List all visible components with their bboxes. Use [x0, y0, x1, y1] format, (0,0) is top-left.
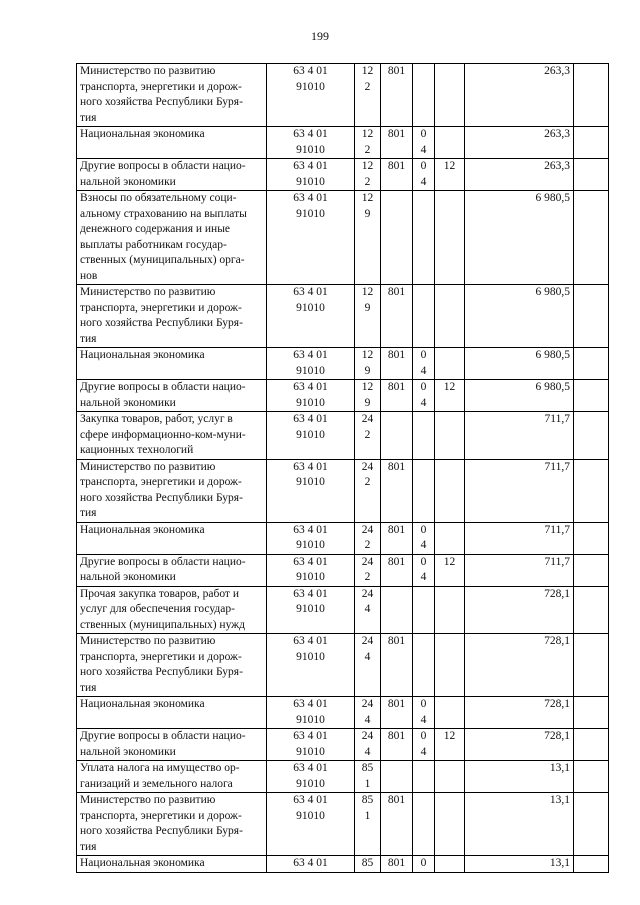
admin-code-cell [381, 412, 413, 460]
empty-cell [574, 761, 609, 793]
empty-cell [574, 856, 609, 873]
target-code-cell-text: 63 4 01 91010 [293, 523, 328, 551]
row-name-cell [77, 380, 267, 412]
admin-code-cell [381, 159, 413, 191]
subsection-code-cell [435, 554, 465, 586]
table-row [77, 127, 609, 159]
expense-type-cell [355, 856, 381, 873]
amount-cell-text: 728,1 [544, 635, 570, 647]
section-code-cell [413, 522, 435, 554]
row-name-cell-text: Другие вопросы в области нацио- нальной экономики [80, 381, 246, 409]
admin-code-cell [381, 634, 413, 697]
amount-cell-text: 263,3 [544, 128, 570, 140]
target-code-cell-text: 63 4 01 91010 [293, 794, 328, 822]
table-row [77, 159, 609, 191]
expense-type-cell [355, 380, 381, 412]
table-row [77, 64, 609, 127]
target-code-cell [267, 64, 355, 127]
admin-code-cell [381, 522, 413, 554]
subsection-code-cell [435, 697, 465, 729]
empty-cell [574, 64, 609, 127]
section-code-cell [413, 285, 435, 348]
section-code-cell-text: 0 4 [420, 523, 427, 551]
subsection-code-cell-text: 12 [443, 730, 456, 742]
amount-cell-text: 6 980,5 [535, 192, 570, 204]
target-code-cell-text: 63 4 01 91010 [293, 460, 328, 488]
section-code-cell [413, 634, 435, 697]
row-name-cell [77, 459, 267, 522]
amount-cell-text: 711,7 [544, 413, 570, 425]
expense-type-cell-text: 24 2 [361, 413, 374, 441]
admin-code-cell-text: 801 [387, 65, 406, 77]
row-name-cell [77, 697, 267, 729]
section-code-cell [413, 64, 435, 127]
amount-cell [465, 761, 574, 793]
table-row [77, 793, 609, 856]
amount-cell-text: 711,7 [544, 460, 570, 473]
amount-cell-text: 6 980,5 [535, 286, 570, 298]
expense-type-cell-text: 24 2 [361, 460, 374, 488]
admin-code-cell-text: 801 [387, 381, 406, 393]
section-code-cell-text: 0 4 [420, 381, 427, 409]
amount-cell [465, 285, 574, 348]
section-code-cell-text: 0 4 [420, 698, 427, 726]
amount-cell [465, 64, 574, 127]
row-name-cell-text: Прочая закупка товаров, работ и услуг для обеспечения государ- ственных (муниципальных) нужд [80, 587, 245, 631]
admin-code-cell-text: 801 [387, 730, 406, 742]
empty-cell [574, 793, 609, 856]
table-row [77, 412, 609, 460]
target-code-cell-text: 63 4 01 91010 [293, 413, 328, 441]
target-code-cell [267, 522, 355, 554]
row-name-cell-text: Министерство по развитию транспорта, энергетики и дорож- ного хозяйства Республики Буря- тия [80, 635, 243, 694]
row-name-cell-text: Взносы по обязательному соци- альному страхованию на выплаты денежного содержания и иные выплаты работникам государ- ственных (муниципальных) орга- нов [80, 192, 247, 282]
row-name-cell-text: Министерство по развитию транспорта, энергетики и дорож- ного хозяйства Республики Буря- тия [80, 794, 243, 853]
target-code-cell-text: 63 4 01 91010 [293, 381, 328, 409]
subsection-code-cell [435, 159, 465, 191]
amount-cell-text: 13,1 [549, 857, 570, 869]
amount-cell [465, 348, 574, 380]
section-code-cell [413, 856, 435, 873]
expense-type-cell [355, 285, 381, 348]
target-code-cell [267, 380, 355, 412]
row-name-cell [77, 159, 267, 191]
subsection-code-cell [435, 191, 465, 285]
subsection-code-cell [435, 459, 465, 522]
admin-code-cell [381, 554, 413, 586]
expense-type-cell-text: 24 4 [361, 587, 374, 615]
row-name-cell [77, 127, 267, 159]
amount-cell [465, 856, 574, 873]
section-code-cell-text: 0 4 [420, 555, 427, 583]
budget-table [76, 63, 609, 873]
subsection-code-cell-text: 12 [443, 381, 456, 393]
empty-cell [574, 729, 609, 761]
expense-type-cell [355, 459, 381, 522]
expense-type-cell [355, 793, 381, 856]
section-code-cell [413, 380, 435, 412]
amount-cell [465, 127, 574, 159]
section-code-cell-text: 0 [420, 857, 427, 869]
table-row [77, 522, 609, 554]
target-code-cell [267, 697, 355, 729]
row-name-cell [77, 554, 267, 586]
row-name-cell [77, 729, 267, 761]
table-row [77, 729, 609, 761]
target-code-cell-text: 63 4 01 91010 [293, 635, 328, 663]
subsection-code-cell [435, 856, 465, 873]
expense-type-cell-text: 85 1 [361, 762, 374, 790]
expense-type-cell [355, 522, 381, 554]
row-name-cell-text: Министерство по развитию транспорта, энергетики и дорож- ного хозяйства Республики Буря- тия [80, 286, 243, 345]
target-code-cell-text: 63 4 01 91010 [293, 65, 328, 93]
subsection-code-cell [435, 412, 465, 460]
expense-type-cell [355, 697, 381, 729]
expense-type-cell-text: 24 4 [361, 730, 374, 758]
amount-cell [465, 554, 574, 586]
target-code-cell [267, 634, 355, 697]
amount-cell-text: 711,7 [544, 555, 570, 568]
row-name-cell-text: Национальная экономика [80, 349, 205, 361]
expense-type-cell [355, 634, 381, 697]
expense-type-cell-text: 24 4 [361, 635, 374, 663]
empty-cell [574, 554, 609, 586]
subsection-code-cell [435, 586, 465, 634]
amount-cell [465, 380, 574, 412]
empty-cell [574, 522, 609, 554]
empty-cell [574, 348, 609, 380]
target-code-cell-text: 63 4 01 [293, 857, 328, 869]
table-row [77, 285, 609, 348]
subsection-code-cell [435, 761, 465, 793]
target-code-cell [267, 285, 355, 348]
table-row [77, 380, 609, 412]
amount-cell [465, 522, 574, 554]
row-name-cell-text: Министерство по развитию транспорта, энергетики и дорож- ного хозяйства Республики Буря- тия [80, 460, 243, 519]
section-code-cell-text: 0 4 [420, 730, 427, 758]
row-name-cell-text: Министерство по развитию транспорта, энергетики и дорож- ного хозяйства Республики Буря- тия [80, 65, 243, 124]
empty-cell [574, 159, 609, 191]
expense-type-cell-text: 12 9 [361, 381, 374, 409]
admin-code-cell-text: 801 [387, 160, 406, 172]
row-name-cell-text: Национальная экономика [80, 698, 205, 710]
target-code-cell [267, 348, 355, 380]
amount-cell-text: 263,3 [544, 65, 570, 77]
expense-type-cell [355, 64, 381, 127]
table-row [77, 554, 609, 586]
subsection-code-cell-text: 12 [443, 555, 456, 568]
admin-code-cell [381, 586, 413, 634]
target-code-cell-text: 63 4 01 91010 [293, 730, 328, 758]
empty-cell [574, 412, 609, 460]
row-name-cell [77, 634, 267, 697]
row-name-cell-text: Национальная экономика [80, 857, 205, 869]
target-code-cell-text: 63 4 01 91010 [293, 160, 328, 188]
subsection-code-cell [435, 380, 465, 412]
table-row [77, 586, 609, 634]
admin-code-cell [381, 793, 413, 856]
table-row [77, 761, 609, 793]
empty-cell [574, 127, 609, 159]
amount-cell [465, 459, 574, 522]
subsection-code-cell [435, 793, 465, 856]
row-name-cell [77, 285, 267, 348]
row-name-cell [77, 412, 267, 460]
target-code-cell [267, 127, 355, 159]
admin-code-cell-text: 801 [387, 349, 406, 361]
expense-type-cell [355, 191, 381, 285]
section-code-cell [413, 191, 435, 285]
section-code-cell-text: 0 4 [420, 349, 427, 377]
admin-code-cell [381, 127, 413, 159]
subsection-code-cell [435, 729, 465, 761]
empty-cell [574, 634, 609, 697]
amount-cell [465, 586, 574, 634]
target-code-cell [267, 554, 355, 586]
row-name-cell [77, 761, 267, 793]
expense-type-cell-text: 24 2 [361, 555, 374, 583]
subsection-code-cell-text: 12 [443, 160, 456, 172]
amount-cell-text: 728,1 [544, 730, 570, 742]
section-code-cell [413, 697, 435, 729]
expense-type-cell [355, 412, 381, 460]
expense-type-cell-text: 85 [361, 857, 374, 869]
target-code-cell-text: 63 4 01 91010 [293, 349, 328, 377]
admin-code-cell-text: 801 [387, 460, 406, 473]
amount-cell-text: 711,7 [544, 523, 570, 536]
target-code-cell [267, 729, 355, 761]
expense-type-cell [355, 761, 381, 793]
expense-type-cell-text: 12 2 [361, 65, 374, 93]
expense-type-cell-text: 12 2 [361, 160, 374, 188]
target-code-cell [267, 761, 355, 793]
empty-cell [574, 697, 609, 729]
subsection-code-cell [435, 64, 465, 127]
section-code-cell [413, 586, 435, 634]
empty-cell [574, 191, 609, 285]
amount-cell-text: 13,1 [549, 794, 570, 806]
row-name-cell [77, 191, 267, 285]
admin-code-cell [381, 191, 413, 285]
table-row [77, 856, 609, 873]
target-code-cell [267, 159, 355, 191]
expense-type-cell [355, 729, 381, 761]
admin-code-cell [381, 697, 413, 729]
admin-code-cell-text: 801 [387, 286, 406, 298]
page-number: 199 [311, 29, 329, 43]
row-name-cell [77, 856, 267, 873]
admin-code-cell [381, 856, 413, 873]
target-code-cell-text: 63 4 01 91010 [293, 698, 328, 726]
target-code-cell [267, 412, 355, 460]
row-name-cell [77, 793, 267, 856]
admin-code-cell [381, 729, 413, 761]
row-name-cell-text: Национальная экономика [80, 523, 205, 536]
subsection-code-cell [435, 634, 465, 697]
admin-code-cell [381, 459, 413, 522]
row-name-cell-text: Закупка товаров, работ, услуг в сфере информационно-ком-муни- кационных технологий [80, 413, 246, 456]
admin-code-cell-text: 801 [387, 128, 406, 140]
section-code-cell-text: 0 4 [420, 128, 427, 156]
target-code-cell-text: 63 4 01 91010 [293, 555, 328, 583]
admin-code-cell [381, 761, 413, 793]
amount-cell-text: 6 980,5 [535, 349, 570, 361]
amount-cell-text: 263,3 [544, 160, 570, 172]
amount-cell-text: 13,1 [549, 762, 570, 774]
subsection-code-cell [435, 285, 465, 348]
row-name-cell-text: Другие вопросы в области нацио- нальной экономики [80, 730, 246, 758]
target-code-cell-text: 63 4 01 91010 [293, 286, 328, 314]
admin-code-cell-text: 801 [387, 523, 406, 536]
target-code-cell-text: 63 4 01 91010 [293, 762, 328, 790]
section-code-cell [413, 459, 435, 522]
section-code-cell-text: 0 4 [420, 160, 427, 188]
admin-code-cell-text: 801 [387, 635, 406, 647]
section-code-cell [413, 159, 435, 191]
expense-type-cell-text: 24 2 [361, 523, 374, 551]
amount-cell [465, 729, 574, 761]
row-name-cell-text: Уплата налога на имущество ор- ганизаций и земельного налога [80, 762, 240, 790]
section-code-cell [413, 348, 435, 380]
expense-type-cell-text: 12 9 [361, 349, 374, 377]
subsection-code-cell [435, 348, 465, 380]
row-name-cell-text: Другие вопросы в области нацио- нальной экономики [80, 555, 246, 583]
admin-code-cell [381, 380, 413, 412]
amount-cell-text: 728,1 [544, 587, 570, 600]
expense-type-cell-text: 85 1 [361, 794, 374, 822]
admin-code-cell [381, 64, 413, 127]
row-name-cell [77, 64, 267, 127]
expense-type-cell [355, 159, 381, 191]
table-row [77, 191, 609, 285]
section-code-cell [413, 761, 435, 793]
target-code-cell [267, 191, 355, 285]
row-name-cell [77, 348, 267, 380]
table-body [77, 64, 609, 873]
amount-cell [465, 634, 574, 697]
expense-type-cell [355, 554, 381, 586]
amount-cell-text: 728,1 [544, 698, 570, 710]
amount-cell [465, 697, 574, 729]
subsection-code-cell [435, 127, 465, 159]
subsection-code-cell [435, 522, 465, 554]
section-code-cell [413, 729, 435, 761]
row-name-cell [77, 522, 267, 554]
target-code-cell-text: 63 4 01 91010 [293, 587, 328, 615]
admin-code-cell-text: 801 [387, 698, 406, 710]
table-row [77, 697, 609, 729]
amount-cell [465, 159, 574, 191]
table-row [77, 348, 609, 380]
empty-cell [574, 285, 609, 348]
empty-cell [574, 586, 609, 634]
table-row [77, 634, 609, 697]
admin-code-cell [381, 348, 413, 380]
expense-type-cell-text: 12 9 [361, 286, 374, 314]
admin-code-cell-text: 801 [387, 555, 406, 568]
target-code-cell [267, 586, 355, 634]
admin-code-cell [381, 285, 413, 348]
expense-type-cell-text: 24 4 [361, 698, 374, 726]
empty-cell [574, 380, 609, 412]
target-code-cell-text: 63 4 01 91010 [293, 128, 328, 156]
section-code-cell [413, 127, 435, 159]
target-code-cell [267, 793, 355, 856]
row-name-cell-text: Национальная экономика [80, 128, 205, 140]
amount-cell [465, 412, 574, 460]
amount-cell-text: 6 980,5 [535, 381, 570, 393]
table-row [77, 459, 609, 522]
target-code-cell [267, 856, 355, 873]
admin-code-cell-text: 801 [387, 857, 406, 869]
expense-type-cell [355, 348, 381, 380]
amount-cell [465, 191, 574, 285]
empty-cell [574, 459, 609, 522]
target-code-cell-text: 63 4 01 91010 [293, 192, 328, 220]
section-code-cell [413, 793, 435, 856]
section-code-cell [413, 412, 435, 460]
row-name-cell [77, 586, 267, 634]
row-name-cell-text: Другие вопросы в области нацио- нальной экономики [80, 160, 246, 188]
section-code-cell [413, 554, 435, 586]
expense-type-cell [355, 127, 381, 159]
expense-type-cell [355, 586, 381, 634]
expense-type-cell-text: 12 2 [361, 128, 374, 156]
amount-cell [465, 793, 574, 856]
expense-type-cell-text: 12 9 [361, 192, 374, 220]
admin-code-cell-text: 801 [387, 794, 406, 806]
target-code-cell [267, 459, 355, 522]
